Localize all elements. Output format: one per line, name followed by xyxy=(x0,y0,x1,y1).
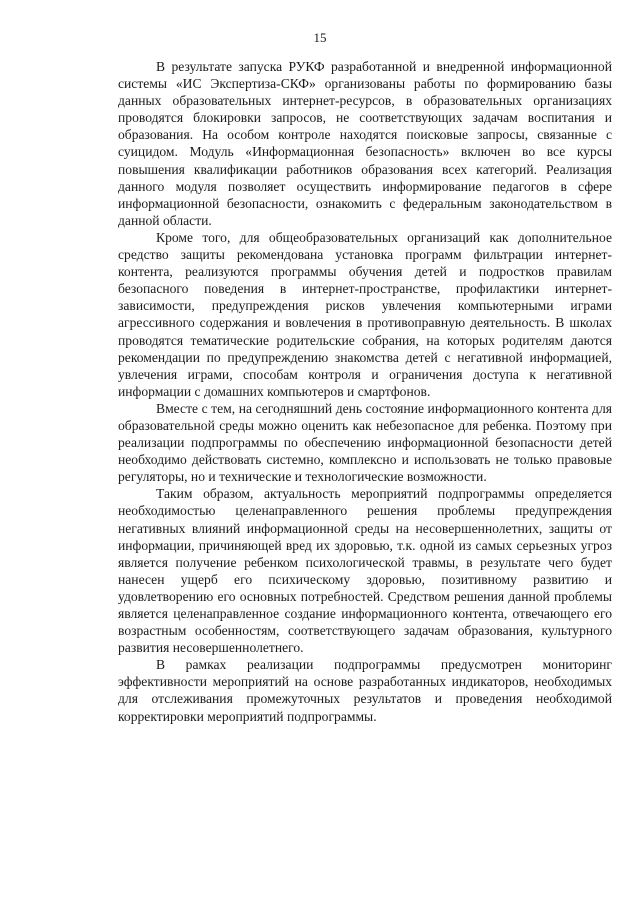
paragraph-2: Кроме того, для общеобразовательных организаций как дополнительное средство защиты рекомендована установка программ фильтрации интернет-контента, реализуются программы обучения детей и подростков правилам безопасного поведения в интернет-пространстве, профилактики интернет-зависимости, предупреждения рисков увлечения компьютерными играми агрессивного содержания и вовлечения в противоправную деятельность. В школах проводятся тематические родительские собрания, на которых родителям даются рекомендации по предупреждению знакомства детей с негативной информацией, увлечения играми, способам контроля и ограничения доступа к негативной информации с домашних компьютеров и смартфонов. xyxy=(118,229,612,399)
paragraph-4: Таким образом, актуальность мероприятий подпрограммы определяется необходимостью целенаправленного решения проблемы предупреждения негативных влияний информационной среды на несовершеннолетних, защиты от информации, причиняющей вред их здоровью, т.к. одной из самых серьезных угроз является получение ребенком психологической травмы, в результате чего будет нанесен ущерб его психическому здоровью, позитивному развитию и удовлетворению его основных потребностей. Средством решения данной проблемы является целенаправленное создание информационного контента, отвечающего его возрастным особенностям, соответствующего задачам образования, культурного развития несовершеннолетнего. xyxy=(118,486,612,656)
page-number: 15 xyxy=(313,30,327,45)
paragraph-1: В результате запуска РУКФ разработанной и внедренной информационной системы «ИС Экспертиза-СКФ» организованы работы по формированию базы данных образовательных интернет-ресурсов, в образовательных организациях проводятся блокировки запросов, не соответствующих задачам воспитания и образования. На особом контроле находятся поисковые запросы, связанные с суицидом. Модуль «Информационная безопасность» включен во все курсы повышения квалификации работников образования всех категорий. Реализация данного модуля позволяет осуществить информирование педагогов в сфере информационной безопасности, ознакомить с федеральным законодательством в данной области. xyxy=(118,59,612,228)
paragraph-3: Вместе с тем, на сегодняшний день состояние информационного контента для образовательной среды можно оценить как небезопасное для ребенка. Поэтому при реализации подпрограммы по обеспечению информационной безопасности детей необходимо действовать системно, комплексно и использовать не только правовые регуляторы, но и технические и технологические возможности. xyxy=(118,400,612,485)
paragraph-5: В рамках реализации подпрограммы предусмотрен мониторинг эффективности мероприятий на основе разработанных индикаторов, необходимых для отслеживания промежуточных результатов и проведения необходимой корректировки мероприятий подпрограммы. xyxy=(118,657,612,724)
document-body xyxy=(118,58,612,725)
